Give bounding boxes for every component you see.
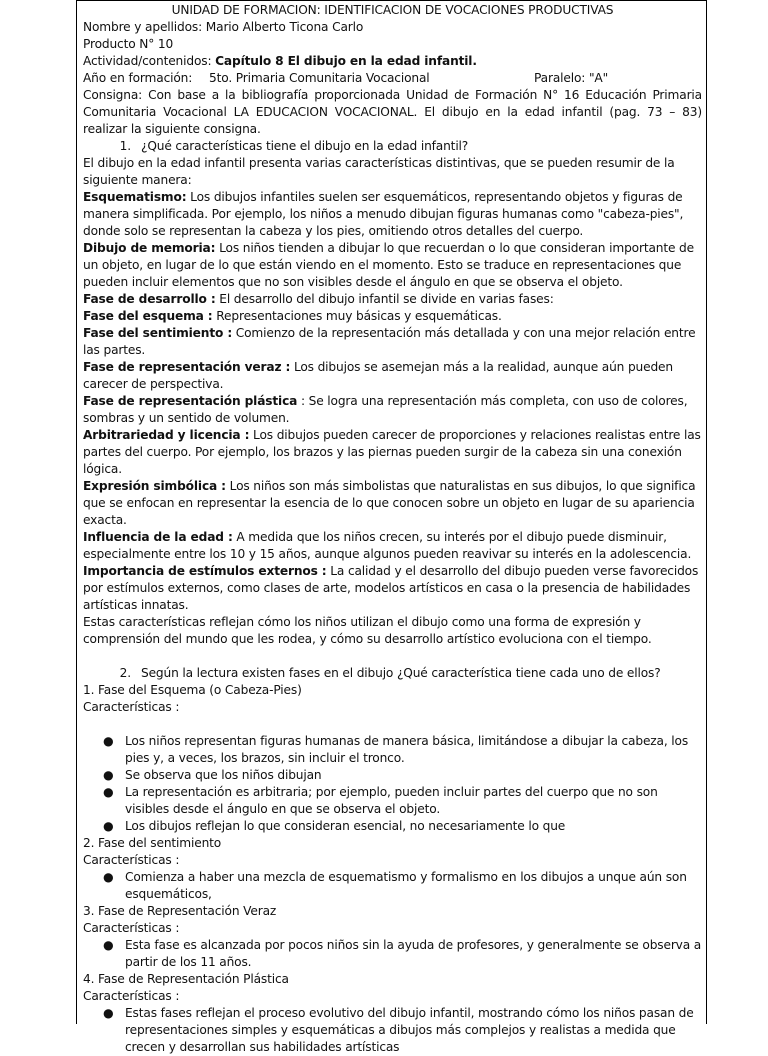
- bullet-icon: ●: [103, 1006, 114, 1020]
- question-2: [83, 665, 702, 682]
- bullet-text: Los niños representan figuras humanas de manera básica, limitándose a dibujar la cabeza, los pies y, a veces, los brazos, sin incluir el tronco.: [125, 734, 689, 765]
- q1-item: [83, 240, 702, 291]
- question-1: [83, 138, 702, 155]
- phase-bullets: [83, 937, 702, 971]
- q1-item-text: Los niños tienden a dibujar lo que recuerdan o lo que consideran importante de un objeto, en lugar de lo que están viendo en el momento. Esto se traduce en representaciones que pueden incluir elementos que no son visibles desde el ángulo en que se observa el objeto.: [83, 241, 694, 289]
- list-item: [83, 818, 702, 835]
- q1-item-label: Fase de desarrollo :: [83, 292, 216, 306]
- product-number: Producto N° 10: [83, 37, 174, 51]
- bullet-text: La representación es arbitraria; por ejemplo, pueden incluir partes del cuerpo que no son visibles desde el ángulo en que se observa el objeto.: [125, 785, 658, 816]
- list-item: [83, 937, 702, 971]
- activity-label: Actividad/contenidos:: [83, 54, 216, 68]
- paralelo: Paralelo: "A": [534, 71, 609, 85]
- list-item: [83, 767, 702, 784]
- bullet-icon: ●: [103, 785, 114, 799]
- phase-bullets: [83, 1005, 702, 1056]
- activity-line: [83, 53, 702, 70]
- bullet-icon: ●: [103, 870, 114, 884]
- q1-item-text: A medida que los niños crecen, su interés por el dibujo puede disminuir, especialmente entre los 10 y 15 años, aunque algunos pueden reavivar su interés en la adolescencia.: [83, 530, 692, 561]
- consigna: Consigna: Con base a la bibliografía proporcionada Unidad de Formación N° 16 Educación Primaria Comunitaria Vocacional LA EDUCACION VOCACIONAL. El dibujo en la edad infantil (pag. 73 – 83) realizar la siguiente consigna.: [83, 88, 702, 136]
- q1-item-text: Los dibujos pueden carecer de proporciones y relaciones realistas entre las partes del cuerpo. Por ejemplo, los brazos y las piernas pueden surgir de la cabeza sin una conexión lógica.: [83, 428, 701, 476]
- year-line: [83, 70, 702, 87]
- bullet-icon: ●: [103, 768, 114, 782]
- bullet-text: Comienza a haber una mezcla de esquematismo y formalismo en los dibujos a unque aún son esquemáticos,: [125, 870, 687, 901]
- q1-item: [83, 478, 702, 529]
- list-item: [83, 784, 702, 818]
- spacer: [83, 648, 702, 665]
- q1-item-text: Los dibujos infantiles suelen ser esquemáticos, representando objetos y figuras de manera simplificada. Por ejemplo, los niños a menudo dibujan figuras humanas como "cabeza-pies", donde solo se representan la cabeza y los pies, omitiendo otros detalles del cuerpo.: [83, 190, 684, 238]
- characteristics-label: Características :: [83, 989, 180, 1003]
- list-item: [83, 733, 702, 767]
- characteristics-label: Características :: [83, 921, 180, 935]
- q1-item-label: Fase de representación plástica: [83, 394, 298, 408]
- phase-title: 4. Fase de Representación Plástica: [83, 972, 289, 986]
- q1-item: [83, 393, 702, 427]
- phase-title: 3. Fase de Representación Veraz: [83, 904, 277, 918]
- bullet-icon: ●: [103, 819, 114, 833]
- question-1-number: 1.: [119, 139, 131, 153]
- q1-item-label: Influencia de la edad :: [83, 530, 233, 544]
- question-1-text: ¿Qué características tiene el dibujo en la edad infantil?: [141, 139, 469, 153]
- q1-item-text: : Se logra una representación más completa, con uso de colores, sombras y un sentido de volumen.: [83, 394, 688, 425]
- activity-value: Capítulo 8 El dibujo en la edad infantil.: [215, 54, 477, 68]
- phase-title: 2. Fase del sentimiento: [83, 836, 222, 850]
- q1-item: [83, 427, 702, 478]
- characteristics-label: Características :: [83, 853, 180, 867]
- phase-title: 1. Fase del Esquema (o Cabeza-Pies): [83, 683, 302, 697]
- list-item: [83, 869, 702, 903]
- bullet-icon: ●: [103, 938, 114, 952]
- q1-item-label: Fase del esquema :: [83, 309, 213, 323]
- q1-item-text: Los dibujos se asemejan más a la realidad, aunque aún pueden carecer de perspectiva.: [83, 360, 673, 391]
- document-title: UNIDAD DE FORMACION: IDENTIFICACION DE VOCACIONES PRODUCTIVAS: [171, 3, 614, 17]
- bullet-text: Estas fases reflejan el proceso evolutivo del dibujo infantil, mostrando cómo los niños pasan de representaciones simples y esquemáticas a dibujos más complejos y realistas a medida que crecen y desarrollan sus habilidades artísticas: [125, 1006, 694, 1054]
- question-2-number: 2.: [119, 666, 131, 680]
- q1-item: [83, 308, 702, 325]
- spacer: [83, 716, 702, 733]
- q1-item: [83, 529, 702, 563]
- list-item: [83, 1005, 702, 1056]
- q1-item-label: Fase de representación veraz :: [83, 360, 291, 374]
- q1-intro: El dibujo en la edad infantil presenta varias características distintivas, que se pueden resumir de la siguiente manera:: [83, 156, 675, 187]
- q1-item: [83, 563, 702, 614]
- q1-item: [83, 325, 702, 359]
- bullet-text: Esta fase es alcanzada por pocos niños sin la ayuda de profesores, y generalmente se observa a partir de los 11 años.: [125, 938, 702, 969]
- q1-item-text: El desarrollo del dibujo infantil se divide en varias fases:: [215, 292, 554, 306]
- bullet-text: Los dibujos reflejan lo que consideran esencial, no necesariamente lo que: [125, 819, 566, 833]
- phase-bullets: [83, 869, 702, 903]
- q1-item-text: La calidad y el desarrollo del dibujo pueden verse favorecidos por estímulos externos, como clases de arte, modelos artísticos en casa o la presencia de habilidades artísticas innatas.: [83, 564, 699, 612]
- q1-item-text: Representaciones muy básicas y esquemáticas.: [212, 309, 502, 323]
- q1-item-label: Esquematismo:: [83, 190, 187, 204]
- q1-item-label: Fase del sentimiento :: [83, 326, 233, 340]
- question-2-text: Según la lectura existen fases en el dibujo ¿Qué característica tiene cada uno de ellos?: [141, 666, 661, 680]
- q1-item: [83, 291, 702, 308]
- q1-item-label: Importancia de estímulos externos :: [83, 564, 327, 578]
- q1-item-label: Expresión simbólica :: [83, 479, 226, 493]
- q1-conclusion: Estas características reflejan cómo los niños utilizan el dibujo como una forma de expresión y comprensión del mundo que les rodea, y cómo su desarrollo artístico evoluciona con el tiempo.: [83, 615, 652, 646]
- bullet-icon: ●: [103, 734, 114, 748]
- q1-item-label: Dibujo de memoria:: [83, 241, 216, 255]
- q1-item-text: Comienzo de la representación más detallada y con una mejor relación entre las partes.: [83, 326, 696, 357]
- bullet-text: Se observa que los niños dibujan: [125, 768, 322, 782]
- phase-bullets: [83, 733, 702, 835]
- year-value: 5to. Primaria Comunitaria Vocacional: [209, 71, 430, 85]
- characteristics-label: Características :: [83, 700, 180, 714]
- year-label: Año en formación:: [83, 71, 193, 85]
- q1-item-label: Arbitrariedad y licencia :: [83, 428, 250, 442]
- q1-item: [83, 189, 702, 240]
- document-table: [76, 0, 707, 1054]
- student-name: Nombre y apellidos: Mario Alberto Ticona Carlo: [83, 20, 364, 34]
- q1-item-text: Los niños son más simbolistas que naturalistas en sus dibujos, lo que significa que se enfocan en representar la esencia de lo que conocen sobre un objeto en lugar de su apariencia exacta.: [83, 479, 696, 527]
- q1-item: [83, 359, 702, 393]
- document-content: [77, 0, 706, 1056]
